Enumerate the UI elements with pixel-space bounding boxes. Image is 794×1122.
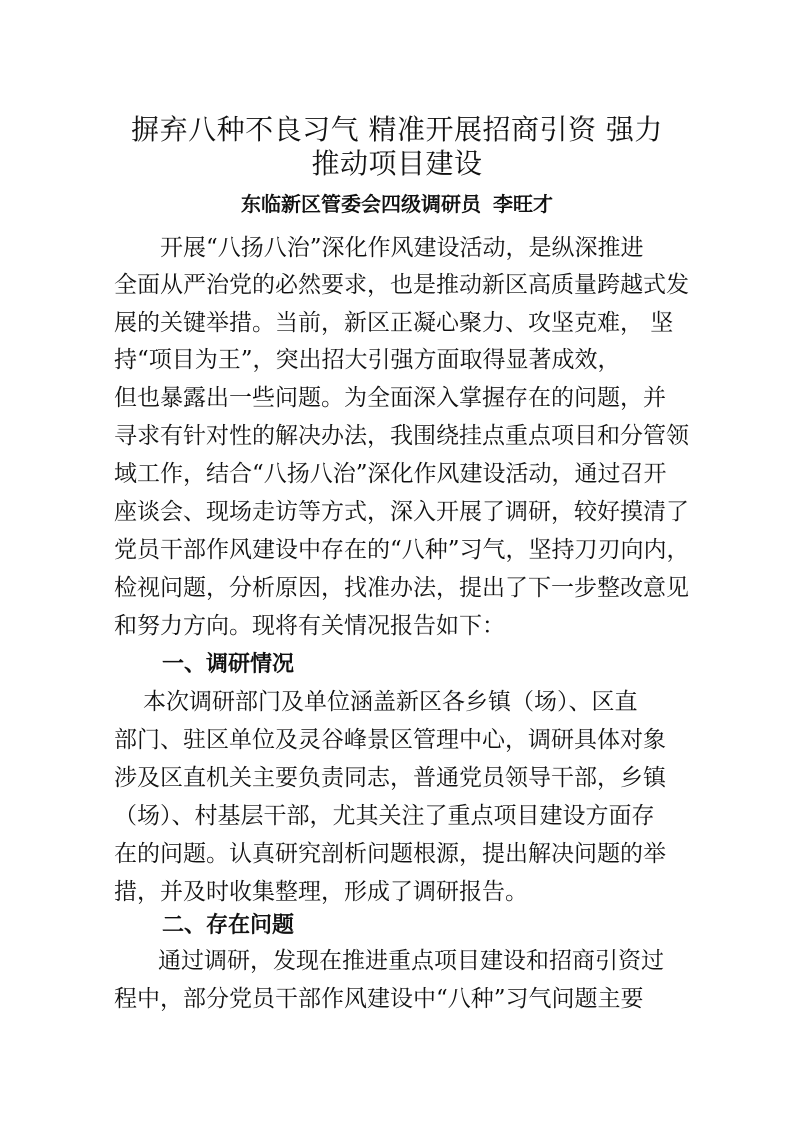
intro-paragraph-line: 全面从严治党的必然要求，也是推动新区高质量跨越式发	[114, 272, 689, 298]
author-byline: 东临新区管委会四级调研员 李旺才	[240, 192, 554, 216]
section-1-line: 本次调研部门及单位涵盖新区各乡镇（场）、区直	[143, 689, 638, 715]
section-heading-problems: 二、存在问题	[162, 913, 295, 938]
intro-paragraph-line: 检视问题，分析原因，找准办法，提出了下一步整改意见	[114, 575, 689, 601]
section-1-line: 措，并及时收集整理，形成了调研报告。	[114, 879, 528, 905]
intro-paragraph-line: 寻求有针对性的解决办法，我围绕挂点重点项目和分管领	[114, 423, 689, 449]
intro-paragraph-line: 域工作，结合“八扬八治”深化作风建设活动，通过召开	[114, 461, 667, 487]
intro-paragraph-line: 但也暴露出一些问题。为全面深入掌握存在的问题，并	[114, 385, 666, 411]
section-heading-survey: 一、调研情况	[162, 652, 295, 677]
intro-paragraph-line: 座谈会、现场走访等方式，深入开展了调研，较好摸清了	[114, 499, 689, 525]
intro-paragraph-line: 展的关键举措。当前，新区正凝心聚力、攻坚克难， 坚	[114, 310, 674, 336]
intro-paragraph-line: 党员干部作风建设中存在的“八种”习气，坚持刀刃向内，	[114, 537, 690, 563]
section-1-line: 涉及区直机关主要负责同志，普通党员领导干部，乡镇	[114, 765, 666, 791]
intro-paragraph-line: 和努力方向。现将有关情况报告如下：	[114, 613, 505, 639]
section-2-line: 通过调研，发现在推进重点项目建设和招商引资过	[158, 948, 664, 974]
section-1-line: 在的问题。认真研究剖析问题根源，提出解决问题的举	[114, 841, 666, 867]
intro-paragraph-line: 开展“八扬八治”深化作风建设活动，是纵深推进	[160, 235, 644, 261]
section-2-line: 程中，部分党员干部作风建设中“八种”习气问题主要	[114, 986, 644, 1012]
intro-paragraph-line: 持“项目为王”，突出招大引强方面取得显著成效，	[114, 347, 621, 373]
document-title-line-1: 摒弃八种不良习气 精准开展招商引资 强力	[131, 113, 663, 146]
section-1-line: （场）、村基层干部，尤其关注了重点项目建设方面存	[114, 803, 655, 829]
section-1-line: 部门、驻区单位及灵谷峰景区管理中心，调研具体对象	[114, 727, 666, 753]
document-title-line-2: 推动项目建设	[311, 147, 483, 180]
